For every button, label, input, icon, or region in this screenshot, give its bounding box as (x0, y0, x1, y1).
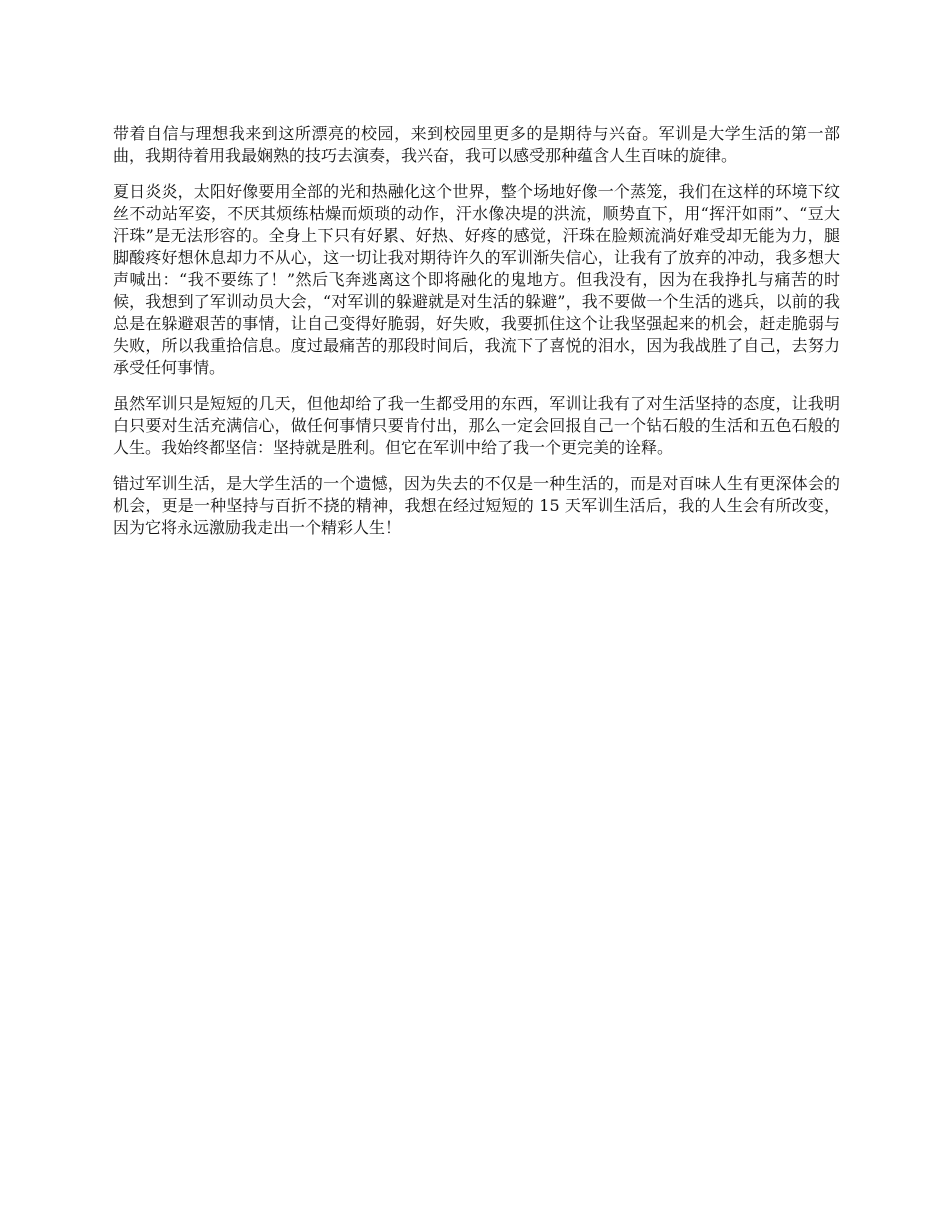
paragraph-1: 带着自信与理想我来到这所漂亮的校园，来到校园里更多的是期待与兴奋。军训是大学生活的第一部曲，我期待着用我最娴熟的技巧去演奏，我兴奋，我可以感受那种蕴含人生百味的旋律。 (113, 124, 840, 165)
paragraph-4: 错过军训生活，是大学生活的一个遗憾，因为失去的不仅是一种生活的，而是对百味人生有更深体会的机会，更是一种坚持与百折不挠的精神，我想在经过短短的 15 天军训生活后，我的人生会有所改变，因为它将永远激励我走出一个精彩人生！ (113, 474, 840, 537)
paragraph-3: 虽然军训只是短短的几天，但他却给了我一生都受用的东西，军训让我有了对生活坚持的态度，让我明白只要对生活充满信心，做任何事情只要肯付出，那么一定会回报自己一个钻石般的生活和五色石般的人生。我始终都坚信：坚持就是胜利。但它在军训中给了我一个更完美的诠释。 (113, 394, 840, 457)
paragraph-2: 夏日炎炎，太阳好像要用全部的光和热融化这个世界，整个场地好像一个蒸笼，我们在这样的环境下纹丝不动站军姿，不厌其烦练枯燥而烦琐的动作，汗水像决堤的洪流，顺势直下，用“挥汗如雨”、“豆大汗珠”是无法形容的。全身上下只有好累、好热、好疼的感觉，汗珠在脸颊流淌好难受却无能为力，腿脚酸疼好想休息却力不从心，这一切让我对期待许久的军训渐失信心，让我有了放弃的冲动，我多想大声喊出：“我不要练了！”然后飞奔逃离这个即将融化的鬼地方。但我没有，因为在我挣扎与痛苦的时候，我想到了军训动员大会，“对军训的躲避就是对生活的躲避”，我不要做一个生活的逃兵，以前的我总是在躲避艰苦的事情，让自己变得好脆弱，好失败，我要抓住这个让我坚强起来的机会，赶走脆弱与失败，所以我重拾信息。度过最痛苦的那段时间后，我流下了喜悦的泪水，因为我战胜了自己，去努力承受任何事情。 (113, 182, 840, 377)
document-body (113, 123, 840, 553)
